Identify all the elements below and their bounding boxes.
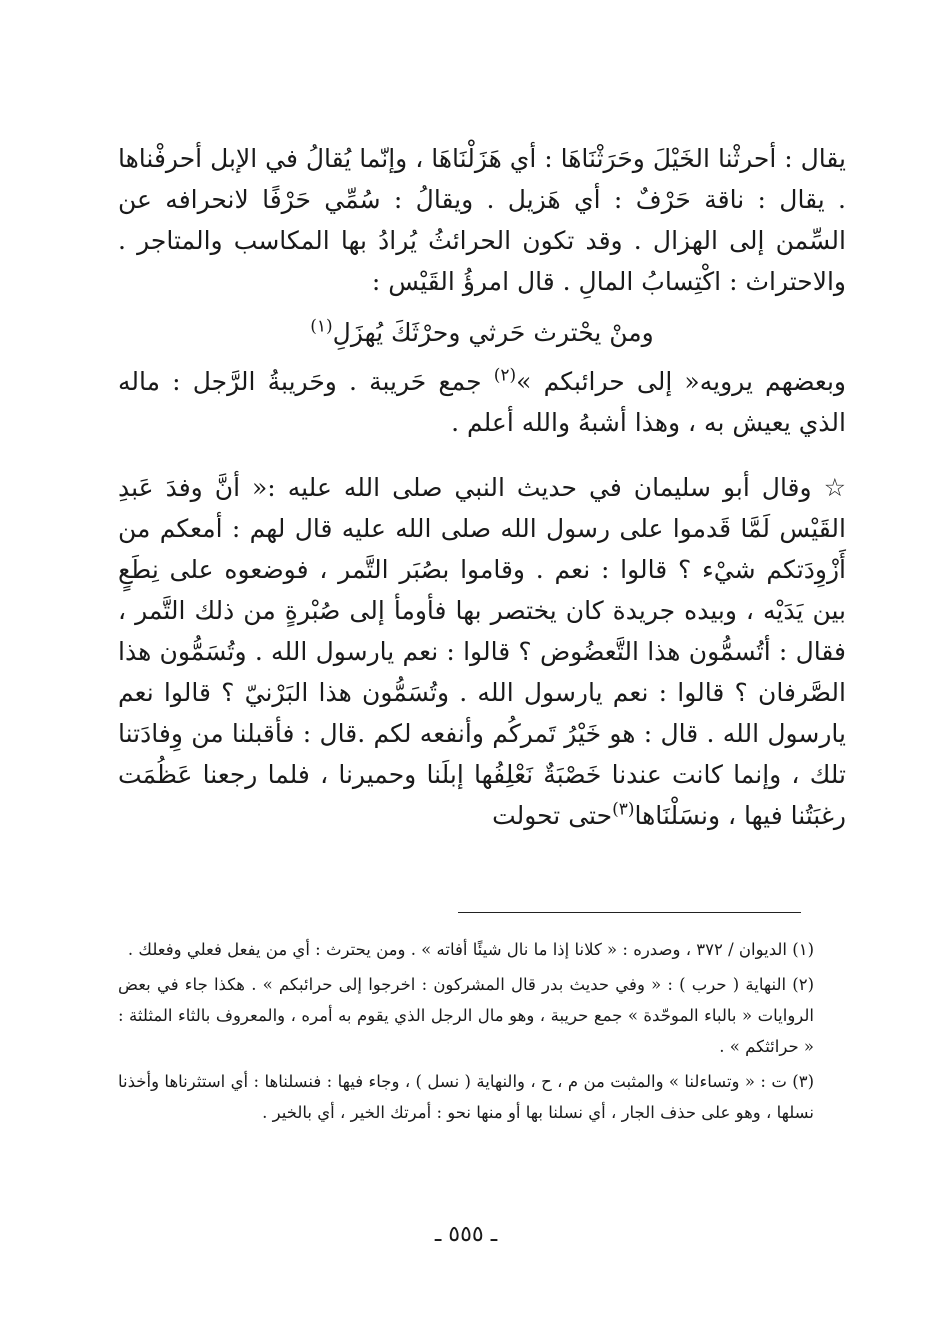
paragraph-3-part-a: ☆ وقال أبو سليمان في حديث النبي صلى الله عليه :« أنَّ وفدَ عَبدِ القَيْس لَمَّا قَدموا على رسول الله صلى الله عليه قال لهم : أمعكم من أَزْوِدَتكم شيْء ؟ قالوا : نعم . وقاموا بصُبَر التَّمر ، فوضعوه على نِطَعٍ بين يَدَيْه ، وبيده جريدة كان يختصر بها فأومأ إلى صُبْرةٍ من ذلك التَّمر ، فقال : أتُسمُّون هذا التَّعضُوض ؟ قالوا : نعم يارسول الله . وتُسَمُّون هذا الصَّرفان ؟ قالوا : نعم يارسول الله . وتُسَمُّون هذا البَرْنيّ ؟ قالوا نعم يارسول الله . قال : هو خَيْرُ تَمركُم وأنفعه لكم .قال : فأقبلنا من وِفادَتنا تلك ، وإنما كانت عندنا خَصْبَةٌ نَعْلِفُها إبلَنا وحميرنا ، فلما رجعنا عَظُمَت رغبَتُنا فيها ، ونسَلْنَاها — [118, 473, 846, 830]
page-number: ـ ٥٥٥ ـ — [434, 1222, 498, 1247]
paragraph-3 — [118, 467, 846, 836]
footnote-1: (١) الديوان / ٣٧٢ ، وصدره : « كلانا إذا ما نال شيئًا أفاته » . ومن يحترث : أي من يفعل فعلي وفعلك . — [127, 940, 814, 959]
paragraph-2 — [118, 361, 846, 443]
footnotes — [118, 934, 814, 1132]
poetry-verse — [118, 312, 846, 353]
paragraph-2-part-a: وبعضهم يرويه« إلى حرائبكم » — [516, 367, 846, 396]
footnote-separator — [458, 912, 801, 913]
paragraph-3-part-b: حتى تحولت — [492, 801, 613, 830]
paragraph-2-part-b: جمع حَريبة . وحَريبةُ الرَّجل : ماله الذي يعيش به ، وهذا أشبهُ والله أعلم . — [118, 367, 846, 437]
footnote-2: (٢) النهاية ( حرب ) : « وفي حديث بدر قال المشركون : اخرجوا إلى حرائبكم » . هكذا جاء في بعض الروايات « بالباء الموحّدة » جمع حريبة ، وهو مال الرجل الذي يقوم به أمره ، والمعروف بالثاء المثلثة : « حرائثكم » . — [118, 975, 814, 1056]
footnote-3: (٣) ت : « وتساءلنا » والمثبت من م ، ح ، والنهاية ( نسل ) ، وجاء فيها : فنسلناها : أي استثرناها وأخذنا نسلها ، وهو على حذف الجار ، أي نسلنا بها أو منها نحو : أمرتك الخير ، أي بالخير . — [118, 1072, 814, 1122]
paragraph-1: يقال : أحرثْنا الخَيْلَ وحَرَثْنَاهَا : أي هَزَلْنَاهَا ، وإنّما يُقالُ في الإبل أحرفْناها . يقال : ناقة حَرْفٌ : أي هَزيل . ويقالُ : سُمِّي حَرْفًا لانحرافه عن السِّمن إلى الهزال . وقد تكون الحرائثُ يُرادُ بها المكاسب والمتاجر . والاحتراث : اكْتِسابُ المالِ . قال امرؤُ القَيْس : — [118, 144, 846, 296]
footnote-marker-3: (٣) — [612, 799, 635, 820]
main-text — [118, 138, 846, 836]
verse-text: ومنْ يحْترث حَرثي وحرْثَكَ يُهزَلِ — [332, 318, 654, 347]
footnote-marker-2: (٢) — [493, 365, 517, 386]
footnote-marker-1: (١) — [310, 316, 333, 337]
